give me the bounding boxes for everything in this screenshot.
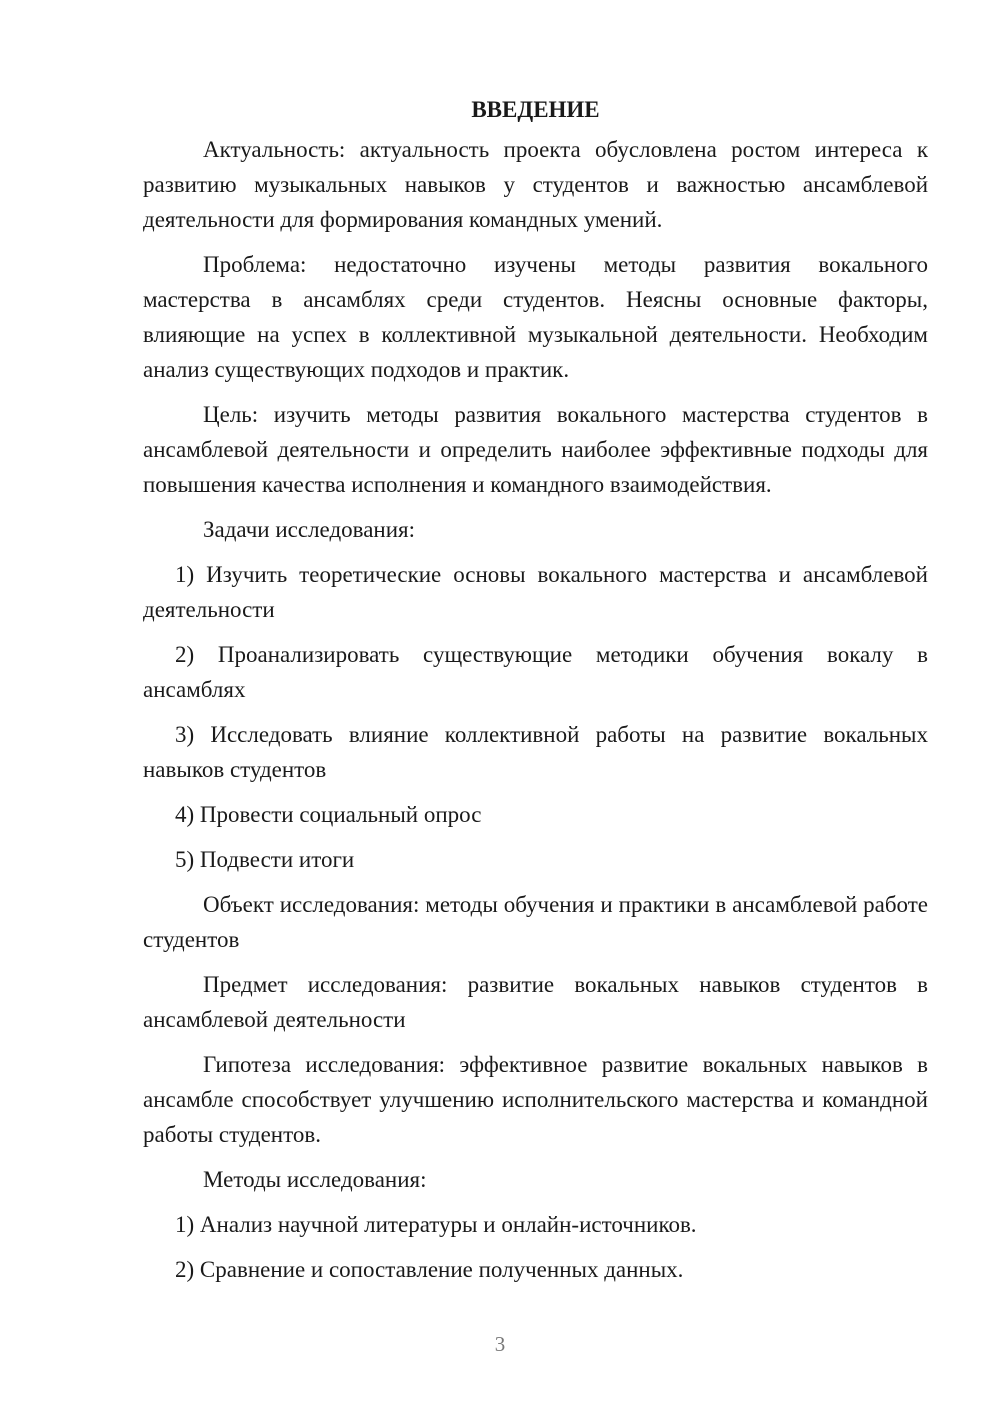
methods-heading: Методы исследования: bbox=[203, 1167, 427, 1192]
problem-paragraph: Проблема: недостаточно изучены методы развития вокального мастерства в ансамблях среди студентов. Неясны основные факторы, влияющие на успех в коллективной музыкальной деятельности. Необходим анализ существующих подходов и практик. bbox=[143, 252, 928, 382]
task-item-2: 2) Проанализировать существующие методики обучения вокалу в ансамблях bbox=[143, 642, 928, 702]
task-item-5: 5) Подвести итоги bbox=[175, 847, 355, 872]
section-title: ВВЕДЕНИЕ bbox=[471, 97, 600, 122]
page-number: 3 bbox=[494, 1332, 506, 1356]
goal-paragraph: Цель: изучить методы развития вокального мастерства студентов в ансамблевой деятельности и определить наиболее эффективные подходы для повышения качества исполнения и командного взаимодействия. bbox=[143, 402, 928, 497]
task-item-3: 3) Исследовать влияние коллективной работы на развитие вокальных навыков студентов bbox=[143, 722, 928, 782]
task-item-1: 1) Изучить теоретические основы вокального мастерства и ансамблевой деятельности bbox=[143, 562, 928, 622]
relevance-paragraph: Актуальность: актуальность проекта обусловлена ростом интереса к развитию музыкальных навыков у студентов и важностью ансамблевой деятельности для формирования командных умений. bbox=[143, 137, 928, 232]
subject-paragraph: Предмет исследования: развитие вокальных навыков студентов в ансамблевой деятельности bbox=[143, 972, 928, 1032]
tasks-heading: Задачи исследования: bbox=[203, 517, 416, 542]
method-item-2: 2) Сравнение и сопоставление полученных данных. bbox=[175, 1257, 684, 1282]
object-paragraph: Объект исследования: методы обучения и практики в ансамблевой работе студентов bbox=[143, 892, 928, 952]
method-item-1: 1) Анализ научной литературы и онлайн-источников. bbox=[175, 1212, 697, 1237]
document-page bbox=[143, 92, 928, 1297]
hypothesis-paragraph: Гипотеза исследования: эффективное развитие вокальных навыков в ансамбле способствует улучшению исполнительского мастерства и командной работы студентов. bbox=[143, 1052, 928, 1147]
task-item-4: 4) Провести социальный опрос bbox=[175, 802, 482, 827]
